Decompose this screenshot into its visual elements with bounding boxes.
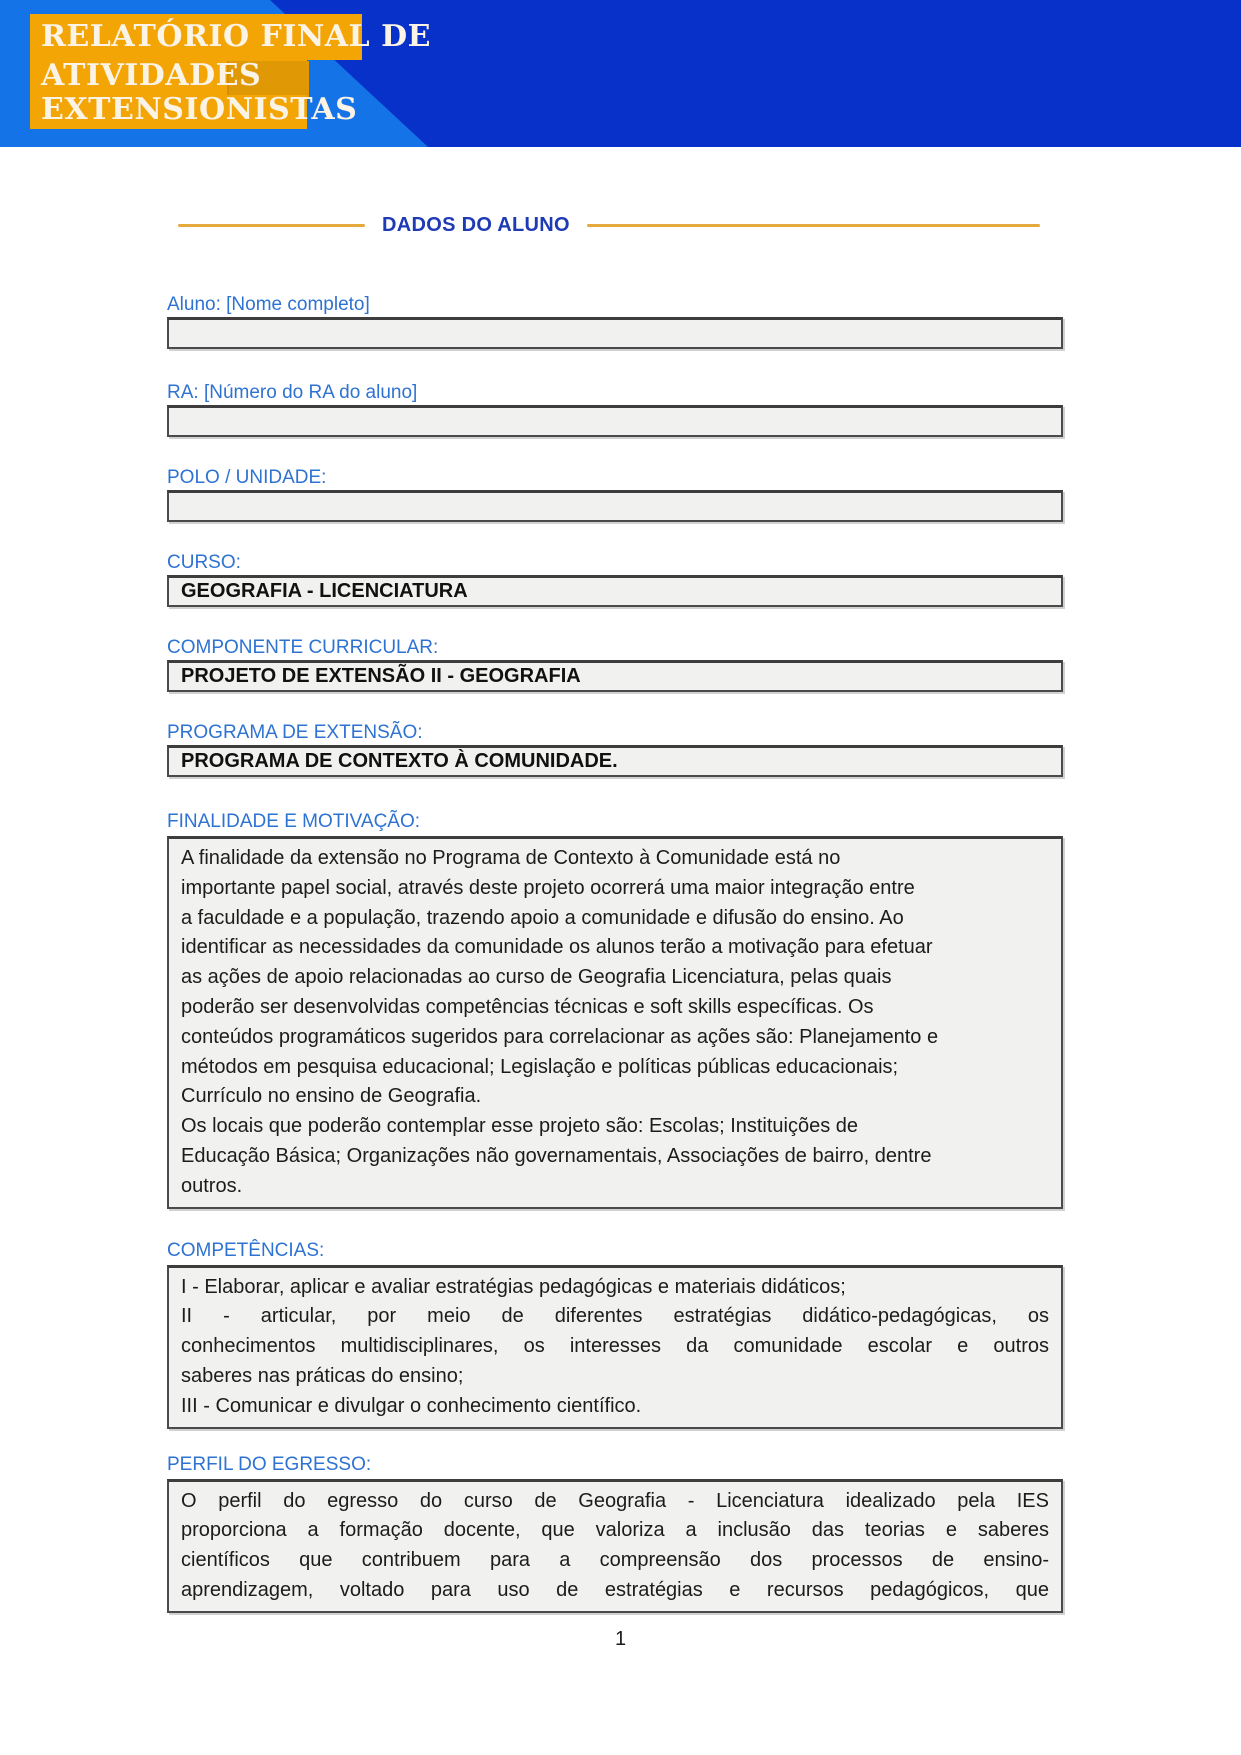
section-label-finalidade-motivacao: FINALIDADE E MOTIVAÇÃO:	[167, 811, 421, 832]
text-line: aprendizagem, voltado para uso de estratégias e recursos pedagógicos, que	[181, 1578, 1049, 1601]
text-line: conhecimentos multidisciplinares, os interesses da comunidade escolar e outros	[181, 1335, 1049, 1358]
section-label-perfil-egresso: PERFIL DO EGRESSO:	[167, 1453, 372, 1475]
text-line: A finalidade da extensão no Programa de Contexto à Comunidade está no	[181, 847, 841, 869]
text-line: poderão ser desenvolvidas competências técnicas e soft skills específicas. Os	[181, 995, 874, 1018]
section-competencias	[167, 1239, 1063, 1429]
text-line: saberes nas práticas do ensino;	[181, 1364, 464, 1387]
text-line: Currículo no ensino de Geografia.	[181, 1085, 482, 1108]
field-group-curso	[167, 551, 1063, 607]
field-input-polo-unidade[interactable]	[167, 490, 1063, 522]
field-label-curso: CURSO:	[167, 552, 241, 573]
field-label-programa-extensao: PROGRAMA DE EXTENSÃO:	[167, 722, 423, 743]
field-input-ra[interactable]	[167, 405, 1063, 437]
field-group-polo-unidade	[167, 466, 1063, 522]
title-rule-left	[178, 224, 365, 227]
field-input-programa-extensao[interactable]: PROGRAMA DE CONTEXTO À COMUNIDADE.	[167, 745, 1063, 777]
text-line: identificar as necessidades da comunidade os alunos terão a motivação para efetuar	[181, 936, 933, 959]
title-rule-right	[587, 224, 1040, 227]
field-input-curso[interactable]: GEOGRAFIA - LICENCIATURA	[167, 575, 1063, 607]
page-title: DADOS DO ALUNO	[382, 213, 570, 236]
field-label-ra: RA: [Número do RA do aluno]	[167, 382, 418, 403]
banner-title-line-3: EXTENSIONISTAS	[41, 92, 358, 127]
field-group-aluno	[167, 293, 1063, 349]
field-input-aluno[interactable]	[167, 317, 1063, 349]
report-header-banner	[0, 0, 1241, 147]
page-number: 1	[614, 1628, 627, 1650]
text-line: O perfil do egresso do curso de Geografia - Licenciatura idealizado pela IES	[181, 1489, 1049, 1512]
section-perfil-egresso	[167, 1453, 1063, 1613]
text-line: I - Elaborar, aplicar e avaliar estratégias pedagógicas e materiais didáticos;	[181, 1275, 846, 1298]
field-label-aluno: Aluno: [Nome completo]	[167, 294, 370, 315]
section-text-perfil-egresso[interactable]	[167, 1479, 1063, 1613]
field-label-componente-curricular: COMPONENTE CURRICULAR:	[167, 637, 439, 658]
section-title-row	[167, 210, 1063, 240]
text-line: as ações de apoio relacionadas ao curso de Geografia Licenciatura, pelas quais	[181, 966, 892, 989]
banner-title-line-1: RELATÓRIO FINAL DE	[41, 19, 431, 54]
text-line: conteúdos programáticos sugeridos para correlacionar as ações são: Planejamento e	[181, 1025, 939, 1048]
text-line: Educação Básica; Organizações não governamentais, Associações de bairro, dentre	[181, 1144, 932, 1167]
field-input-componente-curricular[interactable]: PROJETO DE EXTENSÃO II - GEOGRAFIA	[167, 660, 1063, 692]
section-finalidade-motivacao	[167, 810, 1063, 1209]
text-line: a faculdade e a população, trazendo apoio a comunidade e difusão do ensino. Ao	[181, 906, 904, 929]
banner-title-line-2: ATIVIDADES	[41, 58, 262, 93]
text-line: II - articular, por meio de diferentes estratégias didático-pedagógicas, os	[181, 1305, 1049, 1328]
field-label-polo-unidade: POLO / UNIDADE:	[167, 467, 327, 488]
field-group-componente-curricular	[167, 636, 1063, 692]
section-text-finalidade-motivacao[interactable]	[167, 836, 1063, 1209]
text-line: importante papel social, através deste projeto ocorrerá uma maior integração entre	[181, 876, 915, 899]
text-line: métodos em pesquisa educacional; Legislação e políticas públicas educacionais;	[181, 1055, 899, 1078]
text-line: Os locais que poderão contemplar esse projeto são: Escolas; Instituições de	[181, 1115, 859, 1138]
text-line: proporciona a formação docente, que valoriza a inclusão das teorias e saberes	[181, 1519, 1049, 1542]
field-group-programa-extensao	[167, 721, 1063, 777]
form-content	[167, 147, 1063, 1613]
section-label-competencias: COMPETÊNCIAS:	[167, 1239, 325, 1261]
text-line: III - Comunicar e divulgar o conhecimento científico.	[181, 1394, 642, 1417]
text-line: outros.	[181, 1174, 243, 1197]
text-line: científicos que contribuem para a compreensão dos processos de ensino-	[181, 1549, 1049, 1572]
field-group-ra	[167, 381, 1063, 437]
section-text-competencias[interactable]	[167, 1265, 1063, 1429]
